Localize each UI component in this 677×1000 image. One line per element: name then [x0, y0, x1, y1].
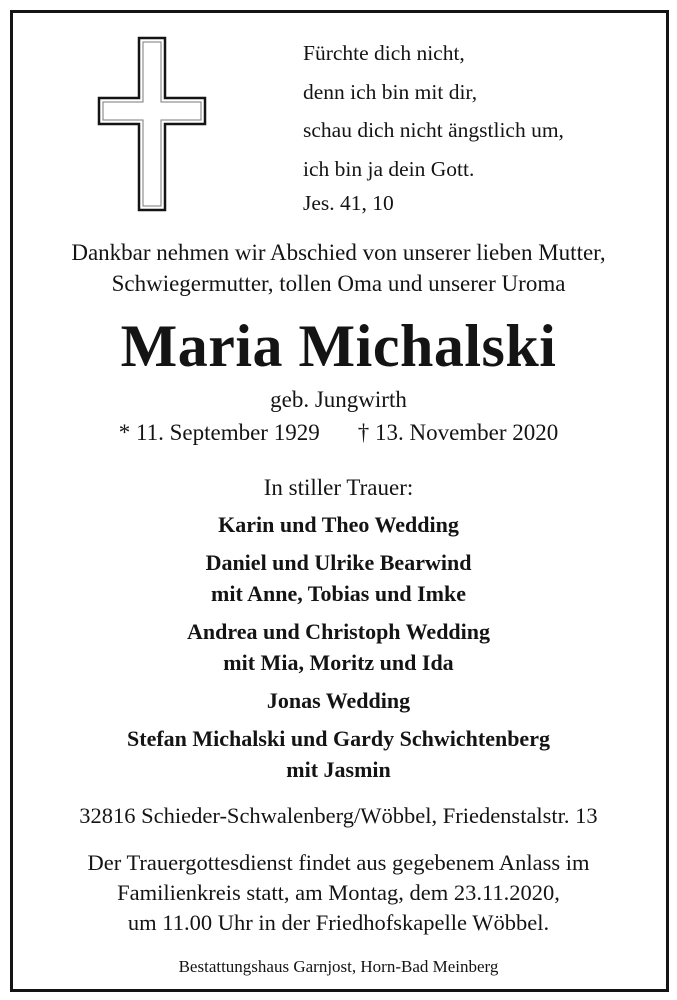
bible-verse [303, 34, 564, 188]
service-line: Familienkreis statt, am Montag, dem 23.11.2020, [117, 880, 560, 905]
life-dates [0, 417, 677, 449]
mourner-line: Karin und Theo Wedding [218, 512, 459, 537]
death-date: † 13. November 2020 [357, 420, 559, 445]
undertaker: Bestattungshaus Garnjost, Horn-Bad Meinberg [178, 957, 499, 976]
service-info [0, 848, 677, 938]
verse-line: Fürchte dich nicht, [303, 41, 465, 65]
mourner-group [0, 723, 677, 785]
mourner-group [0, 509, 677, 540]
mourner-group [0, 616, 677, 678]
address: 32816 Schieder-Schwalenberg/Wöbbel, Friedenstalstr. 13 [79, 803, 598, 828]
intro-text [0, 237, 677, 299]
verse-line: schau dich nicht ängstlich um, [303, 118, 564, 142]
mourner-line: Jonas Wedding [266, 688, 411, 713]
birth-date: * 11. September 1929 [118, 420, 320, 445]
deceased-name: Maria Michalski [120, 313, 557, 379]
mourner-group [0, 685, 677, 716]
mourner-line: Andrea und Christoph Wedding [186, 619, 491, 644]
mourners-list [0, 509, 677, 792]
mourner-line: mit Mia, Moritz und Ida [223, 650, 454, 675]
service-line: um 11.00 Uhr in der Friedhofskapelle Wöbbel. [127, 910, 550, 935]
intro-line: Dankbar nehmen wir Abschied von unserer lieben Mutter, [71, 240, 606, 265]
mourner-line: Stefan Michalski und Gardy Schwichtenberg [127, 726, 550, 751]
mourner-line: Daniel und Ulrike Bearwind [205, 550, 472, 575]
verse-reference: Jes. 41, 10 [303, 191, 394, 215]
mourner-group [0, 547, 677, 609]
service-line: Der Trauergottesdienst findet aus gegebenem Anlass im [87, 850, 590, 875]
verse-line: denn ich bin mit dir, [303, 79, 478, 104]
verse-line: ich bin ja dein Gott. [303, 156, 475, 181]
mourner-line: mit Anne, Tobias und Imke [211, 581, 466, 606]
intro-line: Schwiegermutter, tollen Oma und unserer Uroma [111, 271, 566, 296]
cross-icon [97, 36, 207, 212]
birth-name: geb. Jungwirth [270, 387, 407, 412]
mourner-line: mit Jasmin [286, 757, 391, 782]
mourning-label: In stiller Trauer: [263, 475, 414, 500]
